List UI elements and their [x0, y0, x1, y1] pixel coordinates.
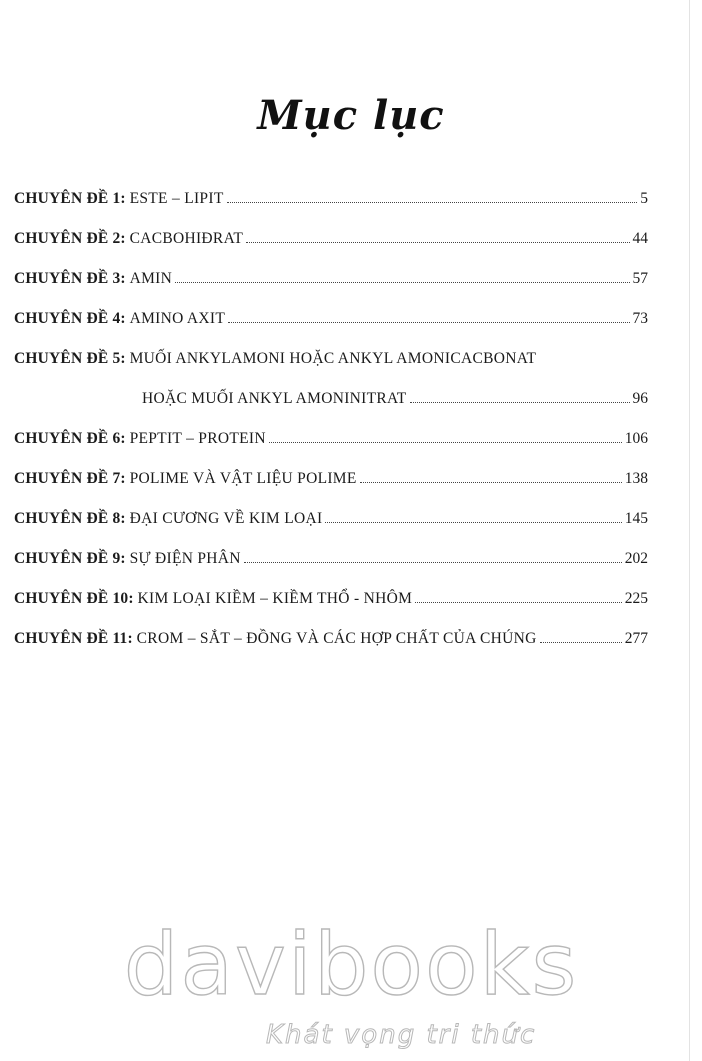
toc-entry-page: 96 — [632, 390, 648, 407]
dot-leader — [415, 602, 622, 603]
toc-entry-label: CHUYÊN ĐỀ 6 — [14, 430, 121, 447]
toc-entry-8[interactable]: CHUYÊN ĐỀ 8 : ĐẠI CƯƠNG VỀ KIM LOẠI 145 — [14, 510, 648, 527]
dot-leader — [410, 402, 630, 403]
toc-entry-title: CACBOHIĐRAT — [129, 230, 244, 247]
dot-leader — [175, 282, 629, 283]
dot-leader — [325, 522, 621, 523]
toc-entry-title: SỰ ĐIỆN PHÂN — [129, 550, 241, 567]
dot-leader — [227, 202, 638, 203]
toc-entry-title: KIM LOẠI KIỀM – KIỀM THỔ - NHÔM — [137, 590, 413, 607]
toc-entry-page: 73 — [632, 310, 648, 327]
dot-leader — [228, 322, 629, 323]
toc-entry-title-line2: HOẶC MUỐI ANKYL AMONINITRAT — [142, 390, 407, 407]
toc-entry-page: 5 — [640, 190, 648, 207]
toc-entry-title: CROM – SẮT – ĐỒNG VÀ CÁC HỢP CHẤT CỦA CHÚNG — [136, 630, 537, 647]
dot-leader — [540, 642, 622, 643]
toc-entry-label: CHUYÊN ĐỀ 1 — [14, 190, 121, 207]
toc-entry-title: AMINO AXIT — [129, 310, 226, 327]
watermark-brand: davibooks — [123, 915, 579, 1015]
toc-entry-10[interactable]: CHUYÊN ĐỀ 10 : KIM LOẠI KIỀM – KIỀM THỔ - NHÔM 225 — [14, 590, 648, 607]
toc-entry-6[interactable]: CHUYÊN ĐỀ 6 : PEPTIT – PROTEIN 106 — [14, 430, 648, 447]
watermark-tagline: Khát vọng tri thức — [266, 1020, 537, 1050]
dot-leader — [360, 482, 622, 483]
toc-entry-4[interactable]: CHUYÊN ĐỀ 4 : AMINO AXIT 73 — [14, 310, 648, 327]
page-edge — [689, 0, 690, 1061]
toc-entry-label: CHUYÊN ĐỀ 7 — [14, 470, 121, 487]
toc-entry-page: 138 — [624, 470, 648, 487]
toc-entry-label: CHUYÊN ĐỀ 4 — [14, 310, 121, 327]
toc-entry-page: 44 — [632, 230, 648, 247]
toc-entry-label: CHUYÊN ĐỀ 8 — [14, 510, 121, 527]
toc-entry-page: 277 — [624, 630, 648, 647]
toc-entry-5[interactable]: CHUYÊN ĐỀ 5 : MUỐI ANKYLAMONI HOẶC ANKYL AMONICACBONAT — [14, 350, 537, 367]
toc-entry-label: CHUYÊN ĐỀ 3 — [14, 270, 121, 287]
dot-leader — [246, 242, 629, 243]
toc-entry-5-continuation[interactable] — [14, 368, 648, 408]
toc-entry-2[interactable]: CHUYÊN ĐỀ 2 : CACBOHIĐRAT 44 — [14, 230, 648, 247]
toc-entry-page: 57 — [632, 270, 648, 287]
toc-entry-title: AMIN — [129, 270, 173, 287]
toc-entry-title: PEPTIT – PROTEIN — [129, 430, 266, 447]
toc-entry-page: 145 — [624, 510, 648, 527]
page-title: Mục lục — [257, 92, 445, 139]
toc-entry-3[interactable]: CHUYÊN ĐỀ 3 : AMIN 57 — [14, 270, 648, 287]
toc-entry-7[interactable]: CHUYÊN ĐỀ 7 : POLIME VÀ VẬT LIỆU POLIME 138 — [14, 470, 648, 487]
dot-leader — [244, 562, 622, 563]
toc-entry-label: CHUYÊN ĐỀ 9 — [14, 550, 121, 567]
toc-entry-title: MUỐI ANKYLAMONI HOẶC ANKYL AMONICACBONAT — [129, 350, 537, 367]
toc-entry-title: POLIME VÀ VẬT LIỆU POLIME — [129, 470, 357, 487]
toc-entry-page: 106 — [624, 430, 648, 447]
toc-entry-page: 225 — [624, 590, 648, 607]
toc-entry-title: ĐẠI CƯƠNG VỀ KIM LOẠI — [129, 510, 323, 527]
toc-entry-9[interactable]: CHUYÊN ĐỀ 9 : SỰ ĐIỆN PHÂN 202 — [14, 550, 648, 567]
toc-entry-label: CHUYÊN ĐỀ 2 — [14, 230, 121, 247]
dot-leader — [269, 442, 622, 443]
toc-entry-1[interactable]: CHUYÊN ĐỀ 1 : ESTE – LIPIT 5 — [14, 190, 648, 207]
toc-entry-title: ESTE – LIPIT — [129, 190, 224, 207]
toc-entry-label: CHUYÊN ĐỀ 10 — [14, 590, 129, 607]
toc-entry-11[interactable]: CHUYÊN ĐỀ 11 : CROM – SẮT – ĐỒNG VÀ CÁC HỢP CHẤT CỦA CHÚNG 277 — [14, 630, 648, 647]
toc-entry-label: CHUYÊN ĐỀ 11 — [14, 630, 128, 647]
toc-entry-label: CHUYÊN ĐỀ 5 — [14, 350, 121, 367]
toc-entry-page: 202 — [624, 550, 648, 567]
